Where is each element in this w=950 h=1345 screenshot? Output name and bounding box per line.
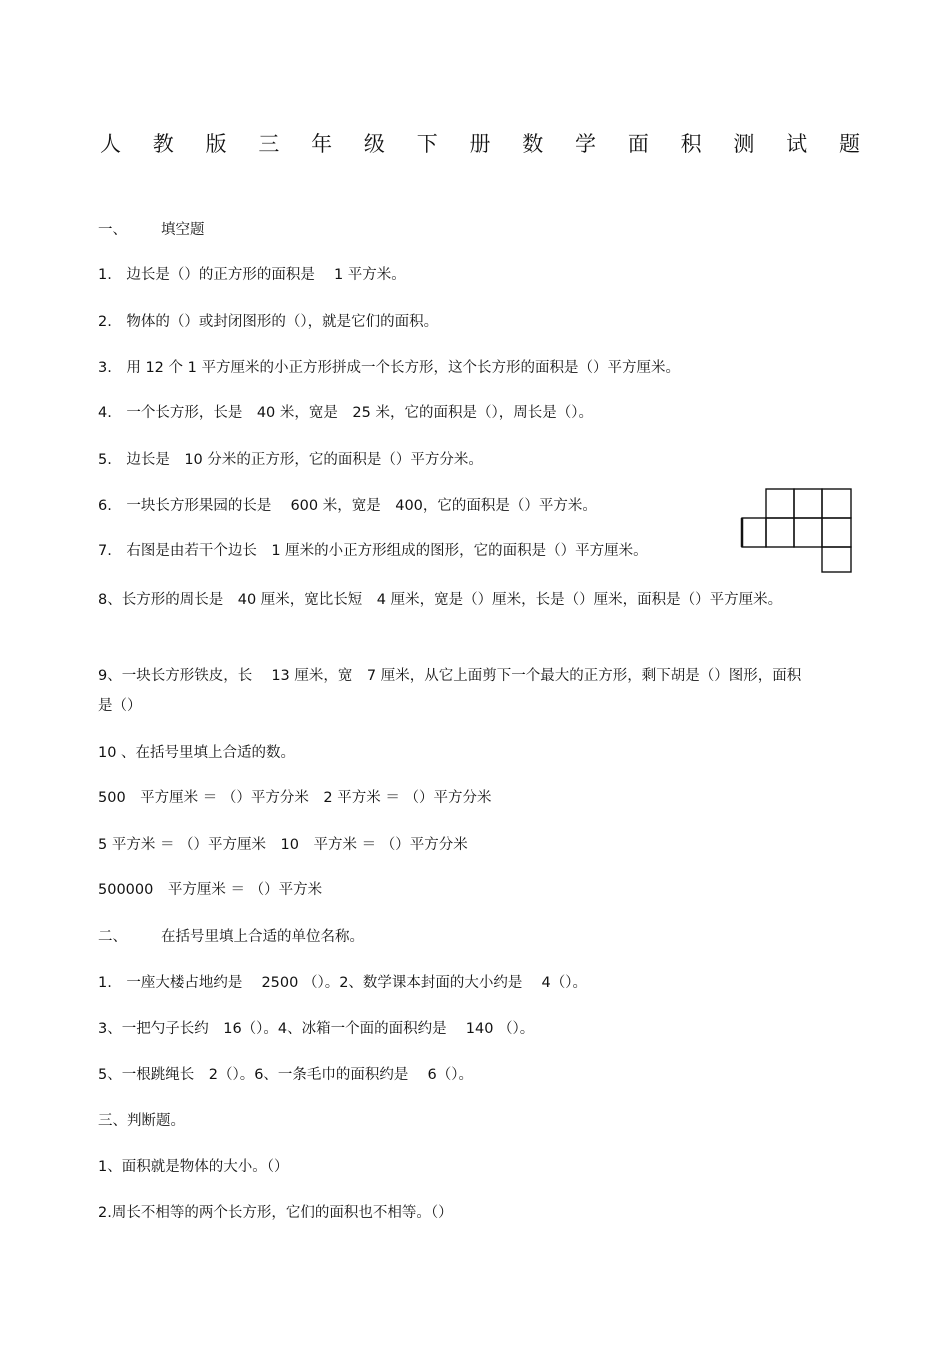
title-char: 级 [363,132,385,156]
title-char: 积 [680,132,702,156]
section-heading-fill-blank: 一、 填空题 [98,222,205,238]
units-line-2: 3、一把勺子长约 16（）。4、冰箱一个面的面积约是 140 （）。 [98,1021,535,1037]
title-char: 册 [469,132,491,156]
question-6: 6. 一块长方形果园的长是 600 米，宽是 400，它的面积是（）平方米。 [98,498,597,514]
title-char: 三 [258,132,280,156]
conversion-line-1: 500 平方厘米 ＝ （）平方分米 2 平方米 ＝ （）平方分米 [98,790,492,806]
square-grid-figure [740,488,854,574]
section-heading-units: 二、 在括号里填上合适的单位名称。 [98,929,364,945]
units-line-1: 1. 一座大楼占地约是 2500 （）。2、数学课本封面的大小约是 4（）。 [98,975,588,991]
title-char: 面 [627,132,649,156]
question-2: 2. 物体的（）或封闭图形的（），就是它们的面积。 [98,314,439,330]
question-4: 4. 一个长方形，长是 40 米，宽是 25 米，它的面积是（），周长是（）。 [98,405,593,421]
conversion-line-3: 500000 平方厘米 ＝ （）平方米 [98,882,323,898]
title-char: 学 [575,132,597,156]
question-5: 5. 边长是 10 分米的正方形，它的面积是（）平方分米。 [98,452,483,468]
title-char: 教 [152,132,174,156]
question-7: 7. 右图是由若干个边长 1 厘米的小正方形组成的图形，它的面积是（）平方厘米。 [98,543,648,559]
conversion-line-2: 5 平方米 ＝ （）平方厘米 10 平方米 ＝ （）平方分米 [98,837,468,853]
units-line-3: 5、一根跳绳长 2（）。6、一条毛巾的面积约是 6（）。 [98,1067,474,1083]
title-char: 下 [416,132,438,156]
title-char: 题 [838,132,860,156]
title-char: 版 [205,132,227,156]
judgment-1: 1、面积就是物体的大小。（） [98,1159,289,1175]
title-char: 试 [786,132,808,156]
judgment-2: 2.周长不相等的两个长方形，它们的面积也不相等。（） [98,1205,453,1221]
title-char: 数 [522,132,544,156]
page-title [100,128,860,158]
question-10: 10 、在括号里填上合适的数。 [98,745,296,761]
question-9: 9、一块长方形铁皮，长 13 厘米，宽 7 厘米，从它上面剪下一个最大的正方形，剩下胡是（）图形，面积是（） [98,668,802,714]
question-1: 1. 边长是（）的正方形的面积是 1 平方米。 [98,267,406,283]
title-char: 人 [100,132,121,156]
question-3: 3. 用 12 个 1 平方厘米的小正方形拼成一个长方形，这个长方形的面积是（）平方厘米。 [98,360,680,376]
section-heading-judgment: 三、判断题。 [98,1113,185,1129]
title-char: 测 [733,132,755,156]
title-char: 年 [311,132,333,156]
question-8: 8、长方形的周长是 40 厘米，宽比长短 4 厘米，宽是（）厘米，长是（）厘米，面积是（）平方厘米。 [98,592,783,608]
